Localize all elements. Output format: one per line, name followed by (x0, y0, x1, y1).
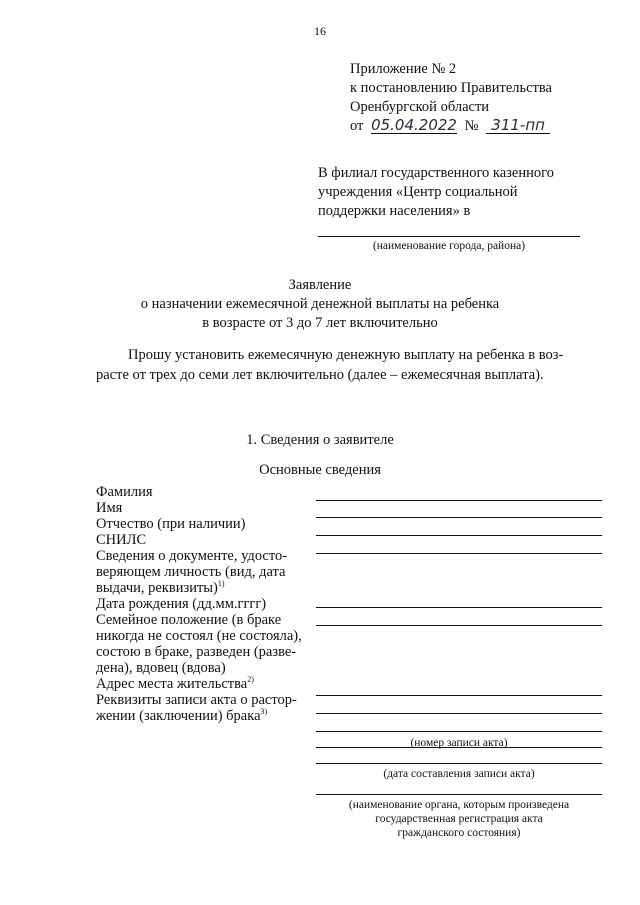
number-label: № (464, 118, 479, 134)
handwritten-date: 05.04.2022 (371, 116, 457, 134)
label-marital: Семейное положение (в браке (96, 612, 282, 628)
title-line: о назначении ежемесячной денежной выплаты на ребенка (140, 296, 500, 312)
act-number-hint: (номер записи акта) (410, 737, 508, 749)
label-marital: состою в браке, разведен (разве- (96, 644, 297, 660)
org-hint: (наименование органа, которым произведена государственная регистрация акта гражданского состояния) (348, 799, 570, 839)
from-label: от (350, 118, 364, 134)
label-patronymic: Отчество (при наличии) (96, 516, 246, 532)
footnote-ref: 2) (247, 675, 254, 684)
act-date-hint: (дата составления записи акта) (383, 768, 535, 780)
addressee-line: учреждения «Центр социальной (318, 184, 518, 200)
label-name: Имя (96, 500, 123, 516)
label-id-doc: Сведения о документе, удосто- (96, 548, 288, 564)
appendix-date-line (350, 117, 552, 136)
label-marital: никогда не состоял (не состояла), (96, 628, 302, 644)
label-marital: дена), вдовец (вдова) (96, 660, 226, 676)
page-number: 16 (314, 24, 326, 38)
address-field-line[interactable] (316, 713, 602, 714)
addressee (318, 164, 598, 221)
city-field-line[interactable] (318, 236, 580, 237)
snils-field-line[interactable] (316, 553, 602, 554)
surname-field-line[interactable] (316, 500, 602, 501)
label-act: Реквизиты записи акта о растор- (96, 692, 297, 708)
appendix-header (350, 60, 552, 136)
label-birth-date: Дата рождения (дд.мм.гггг) (96, 596, 267, 612)
label-act: жении (заключении) брака$^{3)}$ (96, 707, 268, 724)
org-field-line[interactable] (316, 794, 602, 795)
document-title (0, 276, 640, 333)
address-field-line-2[interactable] (316, 731, 602, 732)
patronymic-field-line[interactable] (316, 535, 602, 536)
addressee-line: поддержки населения» в (318, 203, 471, 219)
section-title: 1. Сведения о заявителе (246, 432, 394, 448)
footnote-ref: 1) (217, 579, 225, 588)
appendix-line: к постановлению Правительства (350, 80, 552, 96)
label-snils: СНИЛС (96, 532, 147, 548)
label-address: Адрес места жительства$^{2)}$ (96, 675, 254, 692)
title-line: в возрасте от 3 до 7 лет включительно (202, 315, 438, 331)
title-line: Заявление (288, 277, 352, 293)
id-doc-field-line[interactable] (316, 607, 602, 608)
label-surname: Фамилия (96, 484, 153, 500)
label-id-doc: выдачи, реквизиты)$^{1)}$ (96, 579, 225, 596)
city-field-hint: (наименование города, района) (372, 240, 526, 252)
handwritten-number: 311-пп (486, 117, 550, 134)
marital-field-line[interactable] (316, 695, 602, 696)
appendix-line: Оренбургской области (350, 99, 490, 115)
request-line: расте от трех до семи лет включительно (далее – ежемесячная выплата). (96, 367, 544, 383)
act-date-field-line[interactable] (316, 763, 602, 764)
addressee-line: В филиал государственного казенного (318, 165, 554, 181)
request-line: Прошу установить ежемесячную денежную выплату на ребенка в воз- (128, 347, 564, 363)
birth-date-field-line[interactable] (316, 625, 602, 626)
label-id-doc: веряющем личность (вид, дата (96, 564, 286, 580)
field-labels (96, 484, 316, 724)
appendix-line: Приложение № 2 (350, 61, 457, 77)
request-paragraph (96, 345, 594, 385)
subsection-title: Основные сведения (259, 462, 381, 478)
name-field-line[interactable] (316, 517, 602, 518)
footnote-ref: 3) (260, 707, 268, 716)
